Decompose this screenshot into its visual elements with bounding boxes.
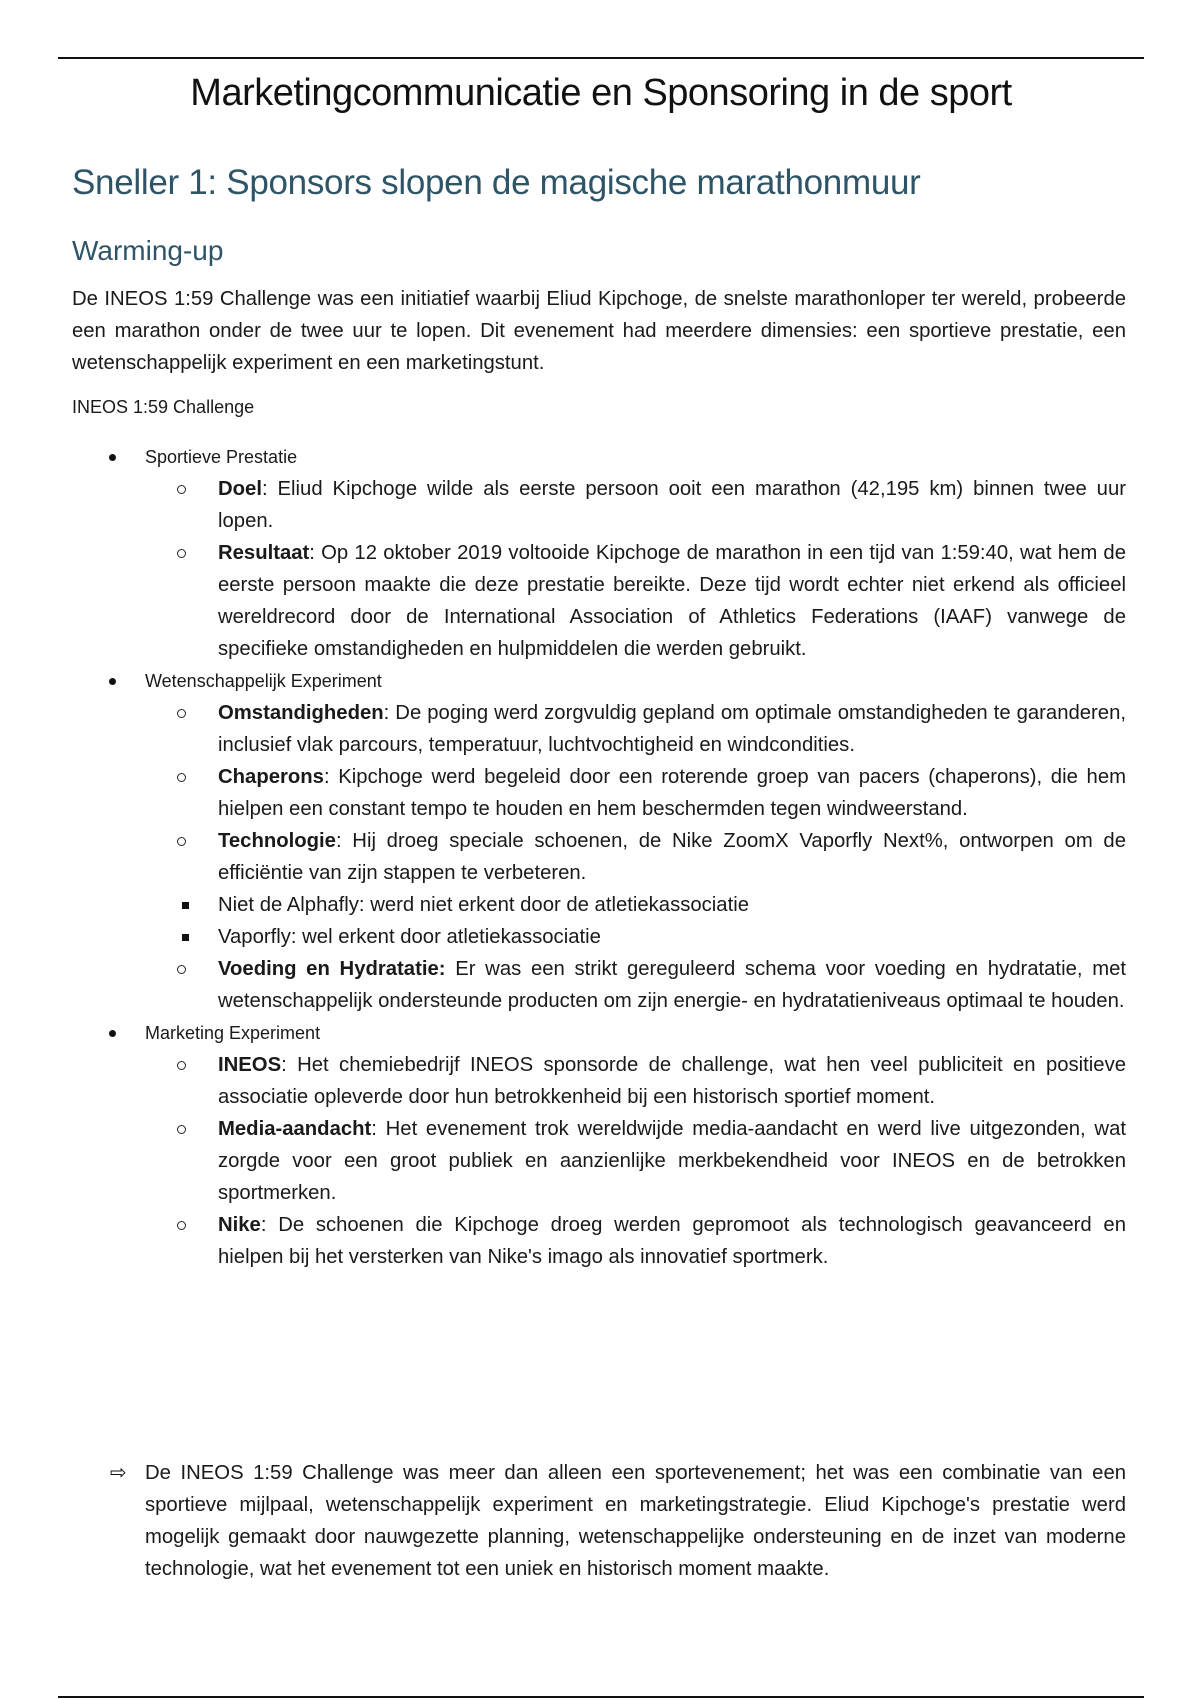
outline-section (72, 441, 1126, 665)
item-text: : Hij droeg speciale schoenen, de Nike ZoomX Vaporfly Next%, ontworpen om de efficiëntie van zijn stappen te verbeteren. (218, 830, 1126, 884)
list-item (145, 697, 1126, 761)
outline-list (72, 441, 1126, 1273)
list-item (145, 1049, 1126, 1113)
item-term: Doel (218, 478, 262, 500)
subsection-heading: Warming-up (72, 235, 224, 266)
list-item (145, 1209, 1126, 1273)
section-label: Sportieve Prestatie (145, 447, 298, 467)
list-item (145, 1113, 1126, 1209)
top-rule (58, 57, 1144, 59)
intro-paragraph: De INEOS 1:59 Challenge was een initiatief waarbij Eliud Kipchoge, de snelste marathonloper ter wereld, probeerde een marathon onder de twee uur te lopen. Dit evenement had meerdere dimensies: een sportieve prestatie, een wetenschappelijk experiment en een marketingstunt. (72, 288, 1126, 374)
item-term: Voeding en Hydratatie: (218, 958, 446, 980)
item-term: Nike (218, 1214, 261, 1236)
circle-bullet-icon (177, 1061, 186, 1070)
outline-section (72, 665, 1126, 1017)
bullet-icon (109, 678, 116, 685)
section-label: Wetenschappelijk Experiment (145, 671, 382, 691)
document-title: Marketingcommunicatie en Sponsoring in de sport (190, 72, 1012, 114)
item-term: Omstandigheden (218, 702, 384, 724)
item-term: Chaperons (218, 766, 324, 788)
circle-bullet-icon (177, 837, 186, 846)
item-term: Media-aandacht (218, 1118, 372, 1140)
list-item (145, 761, 1126, 825)
circle-bullet-icon (177, 485, 186, 494)
list-item (145, 825, 1126, 953)
bullet-icon (109, 454, 116, 461)
item-text: : Eliud Kipchoge wilde als eerste persoon ooit een marathon (42,195 km) binnen twee uur lopen. (218, 478, 1126, 532)
circle-bullet-icon (177, 1221, 186, 1230)
sub-list-item (145, 889, 1126, 921)
circle-bullet-icon (177, 773, 186, 782)
outline-section (72, 1017, 1126, 1273)
item-text: : Het chemiebedrijf INEOS sponsorde de challenge, wat hen veel publiciteit en positieve associatie opleverde door hun betrokkenheid bij een historisch sportief moment. (218, 1054, 1126, 1108)
bottom-rule (58, 1696, 1144, 1698)
section-label: Marketing Experiment (145, 1023, 321, 1043)
caption: INEOS 1:59 Challenge (72, 397, 255, 417)
section-heading: Sneller 1: Sponsors slopen de magische marathonmuur (72, 163, 921, 202)
item-text: Er was een strikt gereguleerd schema voor voeding en hydratatie, met wetenschappelijk ondersteunde producten om zijn energie- en hydratatieniveaus optimaal te houden. (218, 958, 1126, 1012)
circle-bullet-icon (177, 709, 186, 718)
conclusion-text: De INEOS 1:59 Challenge was meer dan alleen een sportevenement; het was een combinatie van een sportieve mijlpaal, wetenschappelijk experiment en marketingstrategie. Eliud Kipchoge's prestatie werd mogelijk gemaakt door nauwgezette planning, wetenschappelijke ondersteuning en de inzet van moderne technologie, wat het evenement tot een uniek en historisch moment maakte. (145, 1462, 1126, 1580)
sub-item-text: Vaporfly: wel erkent door atletiekassociatie (218, 926, 601, 948)
list-item (145, 953, 1126, 1017)
arrow-right-icon: ⇨ (110, 1462, 127, 1484)
square-bullet-icon (182, 934, 189, 941)
circle-bullet-icon (177, 965, 186, 974)
item-text: : Op 12 oktober 2019 voltooide Kipchoge de marathon in een tijd van 1:59:40, wat hem de eerste persoon maakte die deze prestatie bereikte. Deze tijd wordt echter niet erkend als officieel wereldrecord door de International Association of Athletics Federations (IAAF) vanwege de specifieke omstandigheden en hulpmiddelen die werden gebruikt. (218, 542, 1126, 660)
list-item (145, 473, 1126, 537)
item-term: Technologie (218, 830, 336, 852)
bullet-icon (109, 1030, 116, 1037)
item-text: : Het evenement trok wereldwijde media-aandacht en werd live uitgezonden, wat zorgde voor een groot publiek en aanzienlijke merkbekendheid voor INEOS en de betrokken sportmerken. (218, 1118, 1126, 1204)
sub-item-text: Niet de Alphafly: werd niet erkent door de atletiekassociatie (218, 894, 749, 916)
circle-bullet-icon (177, 549, 186, 558)
conclusion-paragraph (72, 1457, 1126, 1585)
item-text: : Kipchoge werd begeleid door een roterende groep van pacers (chaperons), die hem hielpen een constant tempo te houden en hem beschermden tegen windweerstand. (218, 766, 1126, 820)
list-item (145, 537, 1126, 665)
item-term: Resultaat (218, 542, 310, 564)
item-text: : De poging werd zorgvuldig gepland om optimale omstandigheden te garanderen, inclusief vlak parcours, temperatuur, luchtvochtigheid en windcondities. (218, 702, 1126, 756)
circle-bullet-icon (177, 1125, 186, 1134)
item-text: : De schoenen die Kipchoge droeg werden gepromoot als technologisch geavanceerd en hielpen bij het versterken van Nike's imago als innovatief sportmerk. (218, 1214, 1126, 1268)
square-bullet-icon (182, 902, 189, 909)
sub-list-item (145, 921, 1126, 953)
item-term: INEOS (218, 1054, 282, 1076)
